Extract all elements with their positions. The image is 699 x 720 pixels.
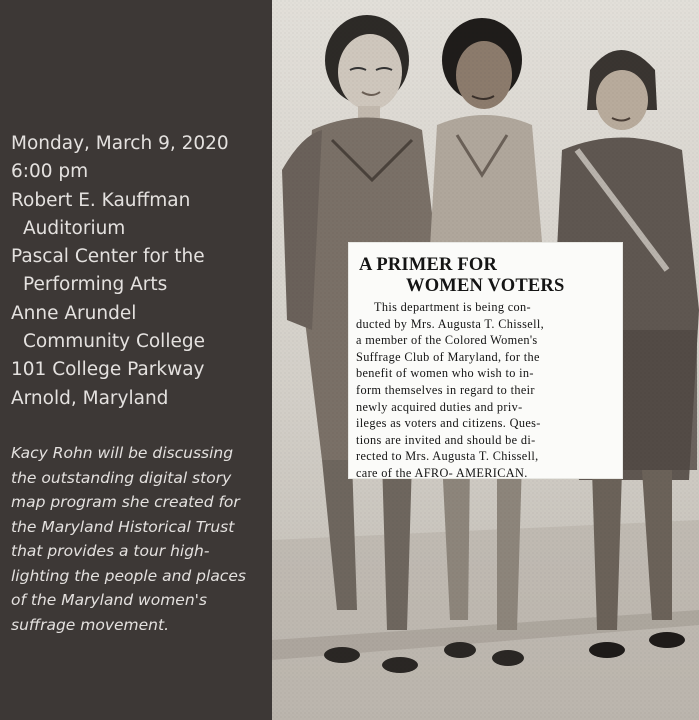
- venue-institution-cont: Community College: [23, 331, 205, 353]
- clipping-line: benefit of women who wish to in-: [356, 366, 534, 381]
- info-panel: [0, 0, 272, 720]
- event-date: Monday, March 9, 2020: [11, 133, 229, 154]
- clipping-line: This department is being con-: [374, 300, 531, 314]
- clipping-line: care of the AFRO- AMERICAN.: [356, 465, 528, 480]
- venue-building-cont: Performing Arts: [23, 274, 168, 296]
- venue-street: 101 College Parkway: [11, 359, 205, 381]
- clipping-line: a member of the Colored Women's: [356, 333, 538, 348]
- event-details: [11, 130, 266, 413]
- clipping-headline-line1: A PRIMER FOR: [359, 255, 498, 275]
- clipping-line: rected to Mrs. Augusta T. Chissell,: [356, 449, 539, 464]
- venue-name-cont: Auditorium: [23, 217, 126, 239]
- newspaper-clipping: [348, 242, 623, 479]
- venue-name: Robert E. Kauffman: [11, 189, 191, 211]
- clipping-line: tions are invited and should be di-: [356, 432, 536, 447]
- event-description: [11, 441, 266, 637]
- clipping-body: [356, 299, 621, 482]
- description-line: of the Maryland women's: [11, 591, 207, 609]
- event-time: 6:00 pm: [11, 161, 89, 183]
- clipping-line: newly acquired duties and priv-: [356, 399, 523, 414]
- clipping-line: ducted by Mrs. Augusta T. Chissell,: [356, 316, 545, 331]
- description-line: the Maryland Historical Trust: [11, 517, 235, 536]
- clipping-headline-line2: WOMEN VOTERS: [406, 276, 565, 296]
- description-line: suffrage movement.: [11, 615, 170, 634]
- clipping-line: Suffrage Club of Maryland, for the: [356, 349, 540, 364]
- venue-institution: Anne Arundel: [11, 302, 137, 324]
- clipping-line: form themselves in regard to their: [356, 382, 535, 397]
- clipping-headline: [359, 255, 621, 297]
- description-line: lighting the people and places: [11, 566, 246, 585]
- description-line: the outstanding digital story: [11, 468, 232, 487]
- venue-building: Pascal Center for the: [11, 246, 205, 268]
- description-line: Kacy Rohn will be discussing: [11, 444, 234, 462]
- venue-city: Arnold, Maryland: [11, 387, 169, 409]
- description-line: that provides a tour high-: [11, 542, 210, 560]
- clipping-line: ileges as voters and citizens. Ques-: [356, 416, 541, 431]
- description-line: map program she created for: [11, 493, 240, 511]
